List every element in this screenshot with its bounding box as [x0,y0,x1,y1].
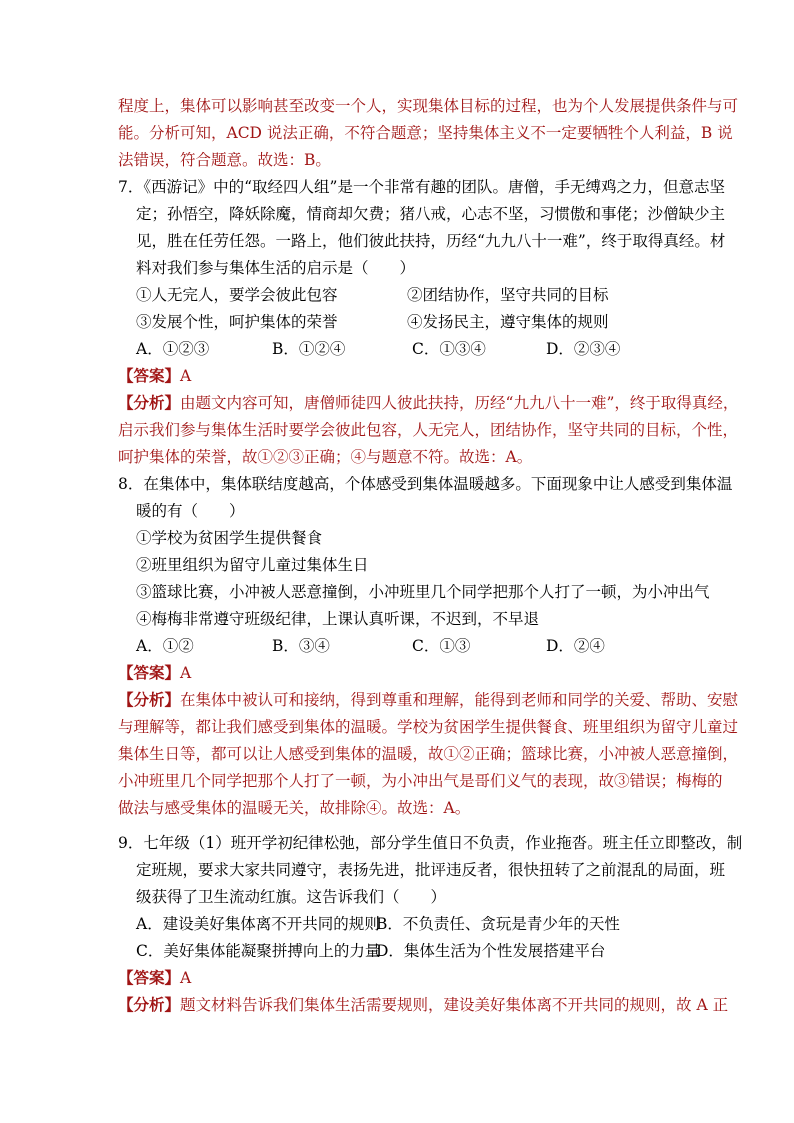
q9-answer-value: A [180,969,192,987]
q9-option-b: B．不负责任、贪玩是青少年的天性 [376,915,620,933]
q9-analysis-line-1 [118,994,728,1016]
q9-answer [118,967,191,989]
q7-item-1: ①人无完人，要学会彼此包容 [136,286,338,304]
q7-stem-line-4: 料对我们参与集体生活的启示是（ ） [136,259,416,277]
q9-option-a: A．建设美好集体离不开共同的规则 [136,915,380,933]
q8-item-1: ①学校为贫困学生提供餐食 [136,529,323,547]
q8-analysis-line-3: 集体生日等，都可以让人感受到集体的温暖，故①②正确；篮球比赛，小冲被人恶意撞倒， [118,745,739,763]
q7-analysis-line-2: 启示我们参与集体生活时要学会彼此包容，人无完人，团结协作，坚守共同的目标，个性， [118,421,739,439]
q7-stem-line-2: 定；孙悟空，降妖除魔，情商却欠费；猪八戒，心志不坚，习惯傲和事佬；沙僧缺少主 [136,205,726,223]
q7-analysis-tag: 【分析】 [118,393,181,412]
q7-option-c: C．①③④ [412,340,486,358]
q8-item-3: ③篮球比赛，小冲被人恶意撞倒，小冲班里几个同学把那个人打了一顿，为小冲出气 [136,583,710,601]
q7-item-3: ③发展个性，呵护集体的荣誉 [136,313,338,331]
q8-stem-line-2: 暖的有（ ） [136,502,245,520]
q9-stem-line-1: 9．七年级（1）班开学初纪律松弛，部分学生值日不负责，作业拖沓。班主任立即整改，制 [118,834,743,852]
q7-item-4: ④发扬民主，遵守集体的规则 [407,313,609,331]
q8-analysis-text-1: 在集体中被认可和接纳，得到尊重和理解，能得到老师和同学的关爱、帮助、安慰 [180,691,739,709]
q8-item-4: ④梅梅非常遵守班级纪律，上课认真听课，不迟到，不早退 [136,610,540,628]
q8-answer [118,662,191,684]
q8-analysis-line-1 [118,689,738,711]
q8-answer-tag: 【答案】 [118,663,181,682]
q8-analysis-line-2: 与理解等，都让我们感受到集体的温暖。学校为贫困学生提供餐食、班里组织为留守儿童过 [118,718,739,736]
q8-item-2: ②班里组织为留守儿童过集体生日 [136,556,369,574]
q7-answer [118,365,191,387]
q7-stem-line-1: 7．《西游记》中的“取经四人组”是一个非常有趣的团队。唐僧，手无缚鸡之力，但意志坚 [118,178,725,196]
q8-analysis-line-4: 小冲班里几个同学把那个人打了一顿，为小冲出气是哥们义气的表现，故③错误；梅梅的 [118,772,723,790]
q7-option-d: D．②③④ [546,340,621,358]
q7-option-b: B．①②④ [272,340,346,358]
q9-answer-tag: 【答案】 [118,968,181,987]
intro-analysis-line-1: 程度上，集体可以影响甚至改变一个人，实现集体目标的过程，也为个人发展提供条件与可 [118,97,739,115]
q8-option-b: B．③④ [272,637,330,655]
q9-stem-line-3: 级获得了卫生流动红旗。这告诉我们（ ） [136,888,447,906]
q8-answer-value: A [180,664,192,682]
q8-option-d: D．②④ [546,637,605,655]
q9-stem-line-2: 定班规，要求大家共同遵守，表扬先进，批评违反者，很快扭转了之前混乱的局面，班 [136,861,726,879]
q9-analysis-text-1: 题文材料告诉我们集体生活需要规则，建设美好集体离不开共同的规则，故 A 正 [180,996,729,1014]
q9-analysis-tag: 【分析】 [118,995,181,1014]
q7-stem-line-3: 见，胜在任劳任怨。一路上，他们彼此扶持，历经“九九八十一难”，终于取得真经。材 [136,232,726,250]
q8-analysis-tag: 【分析】 [118,690,181,709]
q7-option-a: A．①②③ [136,340,210,358]
q7-answer-tag: 【答案】 [118,366,181,385]
q7-analysis-text-1: 由题文内容可知，唐僧师徒四人彼此扶持，历经“九九八十一难”，终于取得真经， [180,394,739,412]
q7-answer-value: A [180,367,192,385]
q7-analysis-line-1 [118,392,738,414]
q8-option-a: A．①② [136,637,194,655]
q7-item-2: ②团结协作，坚守共同的目标 [407,286,609,304]
q9-option-d: D．集体生活为个性发展搭建平台 [376,942,606,960]
q8-stem-line-1: 8．在集体中，集体联结度越高，个体感受到集体温暖越多。下面现象中让人感受到集体温 [118,475,733,493]
q8-option-c: C．①③ [412,637,471,655]
intro-analysis-line-2: 能。分析可知，ACD 说法正确，不符合题意；坚持集体主义不一定要牺牲个人利益，B 说 [118,124,733,142]
q9-option-c: C．美好集体能凝聚拼搏向上的力量 [136,942,381,960]
intro-analysis-line-3: 法错误，符合题意。故选：B。 [118,151,331,169]
q7-analysis-line-3: 呵护集体的荣誉，故①②③正确；④与题意不符。故选：A。 [118,448,533,466]
q8-analysis-line-5: 做法与感受集体的温暖无关，故排除④。故选：A。 [118,799,471,817]
